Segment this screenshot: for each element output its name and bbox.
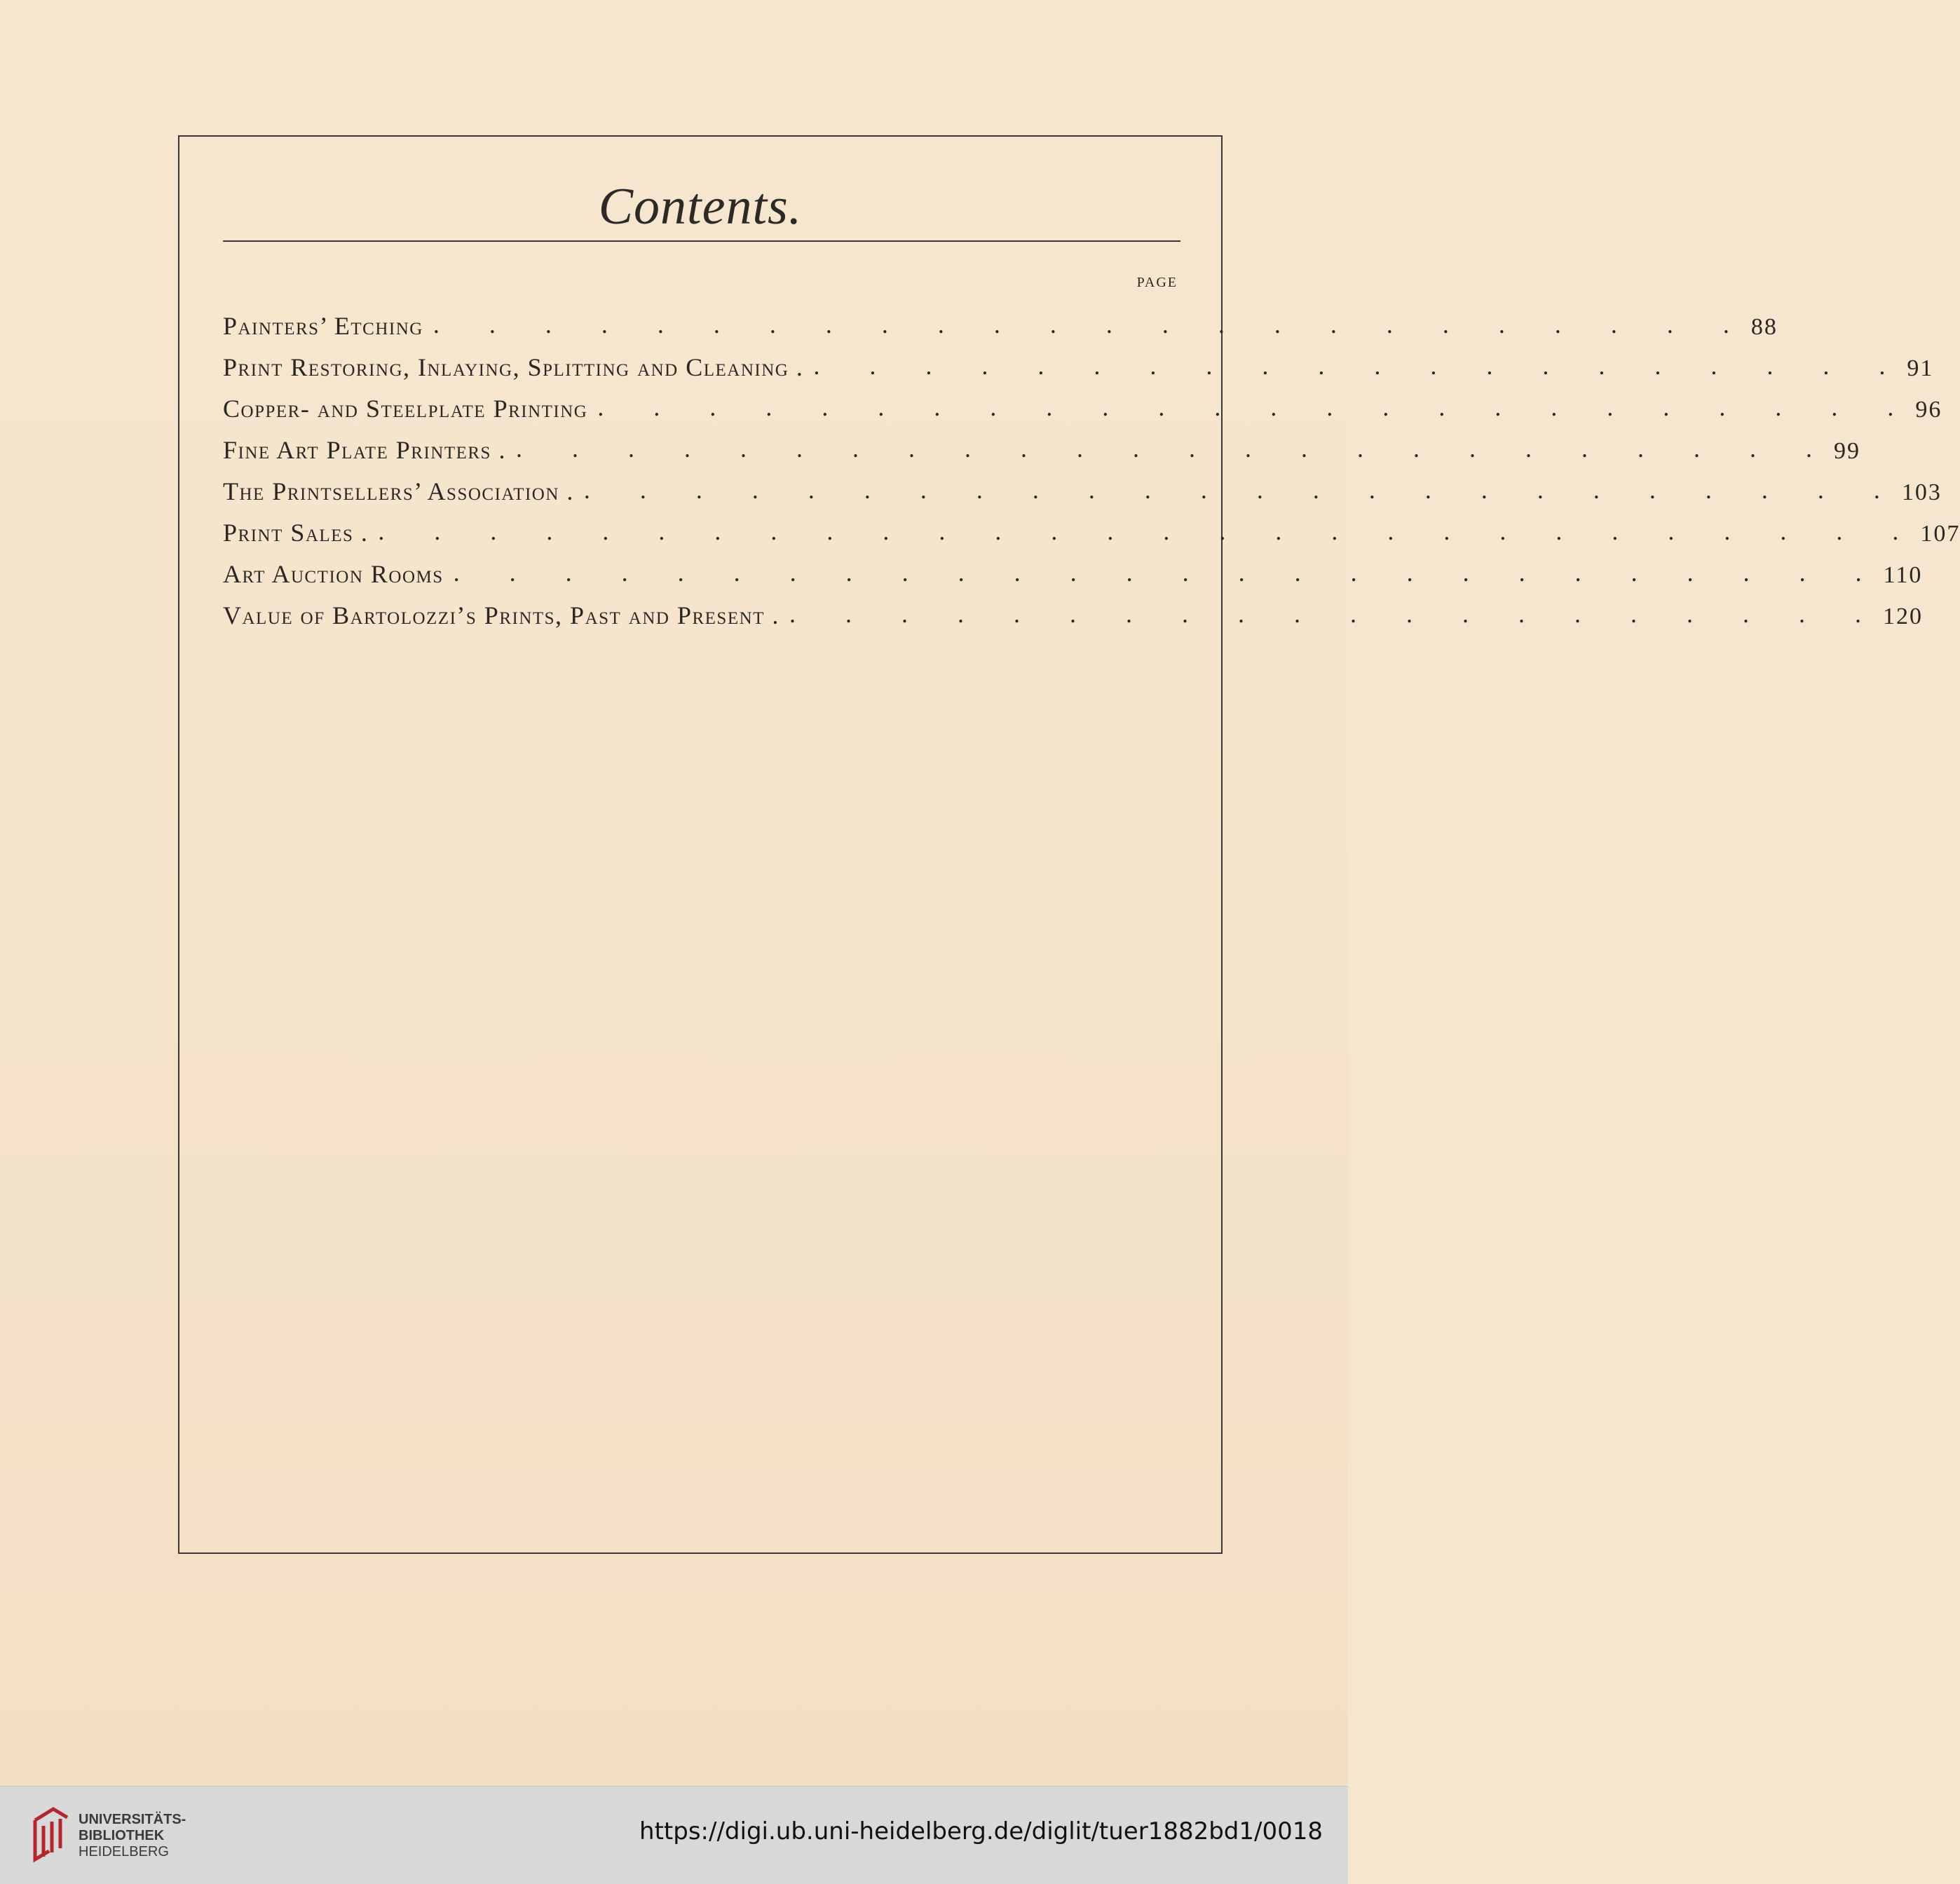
entry-title: Copper- and Steelplate Printing — [223, 395, 588, 423]
entry-title: Fine Art Plate Printers . — [223, 436, 506, 464]
contents-entry — [223, 506, 1960, 547]
dot-leader: . . . . . . . . . . . . . . . . . . . . . . . . — [433, 310, 1751, 339]
entry-title: Print Sales . — [223, 519, 369, 547]
library-logo-icon[interactable] — [28, 1805, 72, 1865]
entry-page-number: 91 — [1907, 355, 1934, 381]
contents-list — [223, 299, 1960, 630]
entry-page-number: 107 — [1920, 521, 1960, 547]
dot-leader: . . . . . . . . . . . . . . . . . . . . . . . . — [583, 476, 1902, 504]
contents-entry — [223, 341, 1934, 382]
contents-entry — [223, 589, 1923, 630]
entry-title: Print Restoring, Inlaying, Splitting and Cleaning . — [223, 353, 804, 381]
entry-title: Painters’ Etching — [223, 312, 423, 340]
entry-page-number: 99 — [1833, 438, 1860, 464]
contents-entry — [223, 547, 1923, 589]
logo-line-1: UNIVERSITÄTS- — [79, 1812, 186, 1827]
entry-title: Value of Bartolozzi’s Prints, Past and Present . — [223, 601, 780, 629]
entry-page-number: 96 — [1915, 397, 1942, 423]
library-logo-text[interactable] — [79, 1812, 186, 1860]
dot-leader: . . . . . . . . . . . . . . . . . . . . — [813, 352, 1907, 380]
logo-line-3: HEIDELBERG — [79, 1844, 169, 1859]
contents-entry — [223, 465, 1942, 506]
title-rule — [223, 240, 1180, 242]
entry-page-number: 110 — [1883, 562, 1923, 588]
logo-line-2: BIBLIOTHEK — [79, 1828, 165, 1843]
entry-title: Art Auction Rooms — [223, 560, 444, 588]
dot-leader: . . . . . . . . . . . . . . . . . . . . . . . . — [515, 435, 1834, 463]
dot-leader: . . . . . . . . . . . . . . . . . . . . . . . . — [597, 393, 1916, 421]
contents-entry — [223, 382, 1942, 423]
page-column-header: page — [1136, 270, 1178, 292]
dot-leader: . . . . . . . . . . . . . . . . . . . . . . . . . . — [453, 559, 1884, 587]
permalink-url[interactable]: https://digi.ub.uni-heidelberg.de/diglit/tuer1882bd1/0018 — [639, 1817, 1323, 1845]
contents-frame — [178, 135, 1960, 1554]
entry-page-number: 120 — [1882, 603, 1923, 629]
dot-leader: . . . . . . . . . . . . . . . . . . . . . . . . . . . . — [378, 517, 1921, 545]
entry-page-number: 103 — [1901, 479, 1942, 505]
viewer-footer — [0, 1786, 1348, 1884]
contents-entry — [223, 299, 1778, 341]
entry-page-number: 88 — [1750, 314, 1778, 340]
entry-title: The Printsellers’ Association . — [223, 477, 574, 505]
page-title: Contents. — [598, 178, 803, 235]
contents-entry — [223, 423, 1860, 465]
dot-leader: . . . . . . . . . . . . . . . . . . . . — [789, 600, 1883, 628]
